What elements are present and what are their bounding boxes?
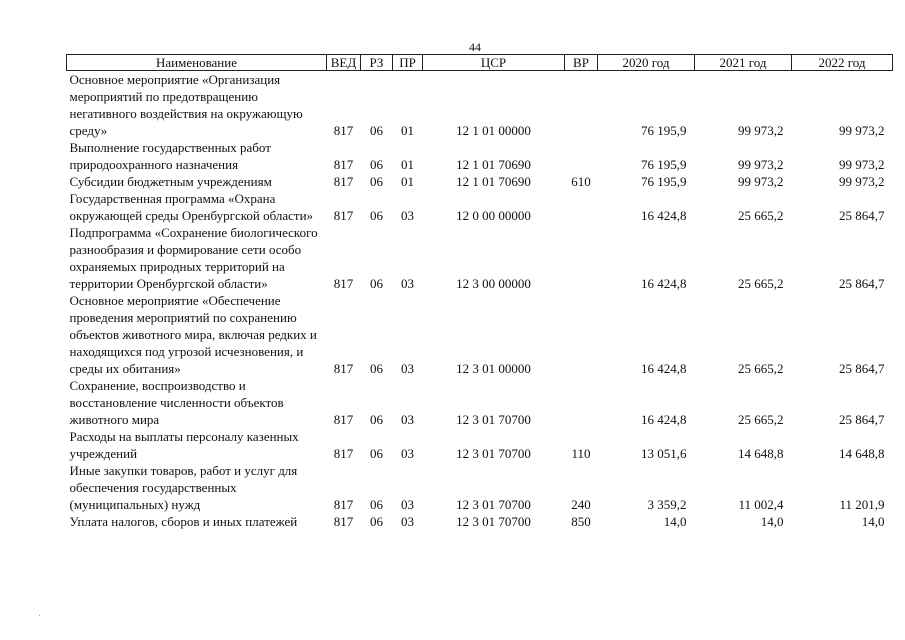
row-vr: [565, 139, 598, 173]
row-rz: 06: [370, 174, 383, 189]
row-pr: 03: [401, 446, 414, 461]
row-csr: 12 1 01 70690: [456, 157, 531, 172]
row-csr: 12 3 01 70700: [456, 497, 531, 512]
header-row: [67, 55, 893, 71]
row-vr: [565, 190, 598, 224]
row-2021: 99 973,2: [738, 123, 784, 138]
row-2021: 25 665,2: [738, 208, 784, 223]
row-rz: 06: [370, 157, 383, 172]
row-rz: 06: [370, 276, 383, 291]
row-2021: 25 665,2: [738, 361, 784, 376]
row-pr: 03: [401, 412, 414, 427]
row-2021: 25 665,2: [738, 412, 784, 427]
row-pr: 01: [401, 123, 414, 138]
header-2020: 2020 год: [598, 55, 695, 71]
row-2022: 99 973,2: [839, 157, 885, 172]
row-2021: 99 973,2: [738, 157, 784, 172]
table-row: [67, 462, 893, 513]
table-row: [67, 224, 893, 292]
row-csr: 12 3 01 70700: [456, 514, 531, 529]
row-rz: 06: [370, 514, 383, 529]
row-vr: 110: [571, 446, 591, 461]
row-2020: 16 424,8: [641, 361, 687, 376]
row-2020: 3 359,2: [647, 497, 687, 512]
row-pr: 01: [401, 174, 414, 189]
row-pr: 01: [401, 157, 414, 172]
row-2022: 14,0: [861, 514, 885, 529]
row-2020: 76 195,9: [641, 123, 687, 138]
row-2020: 76 195,9: [641, 174, 687, 189]
row-2021: 14 648,8: [738, 446, 784, 461]
header-2021: 2021 год: [695, 55, 792, 71]
table-row: [67, 190, 893, 224]
row-rz: 06: [370, 123, 383, 138]
row-2022: 14 648,8: [839, 446, 885, 461]
row-ved: 817: [333, 276, 354, 291]
row-2022: 25 864,7: [839, 276, 885, 291]
header-rz: РЗ: [361, 55, 393, 71]
table-row: [67, 292, 893, 377]
row-2022: 11 201,9: [839, 497, 885, 512]
header-ved: ВЕД: [327, 55, 361, 71]
row-ved: 817: [333, 157, 354, 172]
row-ved: 817: [333, 514, 354, 529]
row-name: Расходы на выплаты персоналу казенных учреждений: [69, 429, 299, 461]
row-pr: 03: [401, 497, 414, 512]
row-name: Государственная программа «Охрана окружающей среды Оренбургской области»: [69, 191, 314, 223]
row-name: Сохранение, воспроизводство и восстановление численности объектов животного мира: [69, 378, 284, 427]
row-pr: 03: [401, 514, 414, 529]
row-2021: 14,0: [760, 514, 784, 529]
table-row: [67, 428, 893, 462]
row-ved: 817: [333, 412, 354, 427]
row-2020: 16 424,8: [641, 412, 687, 427]
header-2022: 2022 год: [792, 55, 893, 71]
row-vr: 850: [571, 514, 591, 529]
row-pr: 03: [401, 276, 414, 291]
row-rz: 06: [370, 361, 383, 376]
row-2020: 16 424,8: [641, 208, 687, 223]
row-ved: 817: [333, 497, 354, 512]
row-name: Уплата налогов, сборов и иных платежей: [69, 514, 298, 529]
row-rz: 06: [370, 446, 383, 461]
page-number: 44: [469, 40, 481, 54]
row-csr: 12 3 00 00000: [456, 276, 531, 291]
row-name: Основное мероприятие «Обеспечение проведения мероприятий по сохранению объектов животного мира, включая редких и находящихся под угрозой исчезновения, и среды их обитания»: [69, 293, 317, 376]
table-row: [67, 377, 893, 428]
scan-mark: ·: [38, 611, 42, 622]
row-name: Иные закупки товаров, работ и услуг для обеспечения государственных (муниципальных) нужд: [69, 463, 298, 512]
row-vr: 610: [571, 174, 591, 189]
row-2020: 14,0: [663, 514, 687, 529]
row-vr: [565, 292, 598, 377]
row-pr: 03: [401, 361, 414, 376]
row-2021: 11 002,4: [738, 497, 784, 512]
row-ved: 817: [333, 174, 354, 189]
row-2022: 25 864,7: [839, 208, 885, 223]
row-name: Субсидии бюджетным учреждениям: [69, 174, 272, 189]
row-2020: 16 424,8: [641, 276, 687, 291]
row-csr: 12 1 01 70690: [456, 174, 531, 189]
table-row: [67, 173, 893, 190]
row-2021: 25 665,2: [738, 276, 784, 291]
row-ved: 817: [333, 446, 354, 461]
row-rz: 06: [370, 208, 383, 223]
row-csr: 12 0 00 00000: [456, 208, 531, 223]
row-2021: 99 973,2: [738, 174, 784, 189]
row-2020: 13 051,6: [641, 446, 687, 461]
row-2022: 25 864,7: [839, 361, 885, 376]
row-2022: 99 973,2: [839, 123, 885, 138]
row-name: Основное мероприятие «Организация мероприятий по предотвращению негативного воздействия на окружающую среду»: [69, 72, 303, 138]
row-name: Выполнение государственных работ природоохранного назначения: [69, 140, 271, 172]
row-pr: 03: [401, 208, 414, 223]
row-csr: 12 3 01 00000: [456, 361, 531, 376]
row-ved: 817: [333, 361, 354, 376]
row-vr: 240: [571, 497, 591, 512]
header-csr: ЦСР: [423, 55, 565, 71]
row-name: Подпрограмма «Сохранение биологического разнообразия и формирование сети особо охраняемых природных территорий на территории Оренбургской области»: [69, 225, 318, 291]
row-vr: [565, 224, 598, 292]
header-pr: ПР: [393, 55, 423, 71]
table-row: [67, 139, 893, 173]
row-csr: 12 3 01 70700: [456, 412, 531, 427]
row-vr: [565, 377, 598, 428]
row-2022: 25 864,7: [839, 412, 885, 427]
row-2020: 76 195,9: [641, 157, 687, 172]
row-ved: 817: [333, 208, 354, 223]
row-vr: [565, 71, 598, 140]
row-rz: 06: [370, 412, 383, 427]
row-2022: 99 973,2: [839, 174, 885, 189]
row-csr: 12 3 01 70700: [456, 446, 531, 461]
header-name: Наименование: [67, 55, 327, 71]
table-row: [67, 513, 893, 530]
row-rz: 06: [370, 497, 383, 512]
row-ved: 817: [333, 123, 354, 138]
header-vr: ВР: [565, 55, 598, 71]
table-row: [67, 71, 893, 140]
budget-table: [66, 54, 893, 530]
row-csr: 12 1 01 00000: [456, 123, 531, 138]
